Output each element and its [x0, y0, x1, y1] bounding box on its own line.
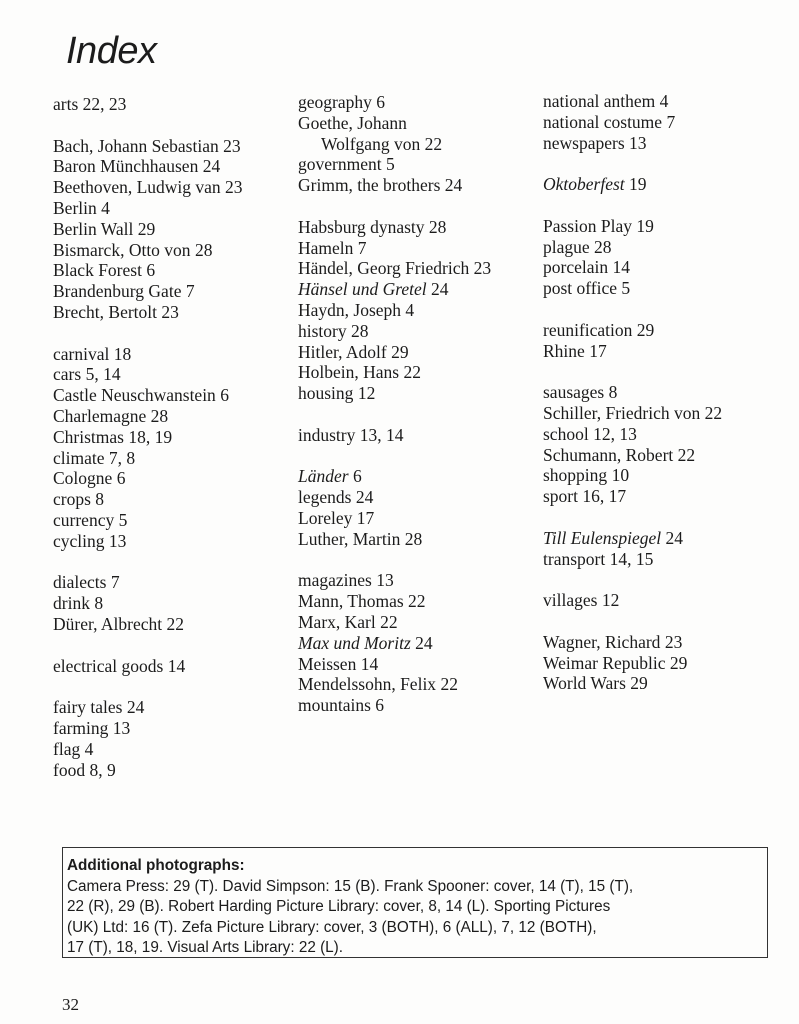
index-term: Holbein, Hans	[298, 362, 400, 383]
index-entry	[53, 156, 243, 177]
index-entry	[298, 383, 491, 404]
index-term: Hitler, Adolf	[298, 341, 387, 362]
index-column-2	[298, 92, 491, 737]
index-pages: 29	[630, 673, 648, 694]
index-entry	[298, 529, 491, 550]
index-pages: 16, 17	[582, 486, 627, 507]
index-term: Black Forest	[53, 260, 142, 281]
index-pages: 29	[669, 652, 688, 673]
index-entry	[53, 718, 243, 739]
index-pages: 23	[225, 177, 243, 198]
index-pages: 7	[185, 281, 195, 302]
index-group	[298, 217, 491, 404]
index-term: Castle Neuschwanstein	[53, 385, 216, 406]
index-pages: 24	[355, 487, 374, 508]
index-entry	[298, 92, 491, 113]
index-pages: 22	[424, 133, 443, 154]
index-pages: 19	[629, 174, 647, 195]
index-term: Habsburg dynasty	[298, 216, 425, 237]
index-pages: 7, 8	[108, 447, 136, 468]
index-pages: 28	[404, 528, 423, 549]
index-pages: 13	[629, 132, 647, 153]
index-entry	[298, 238, 491, 259]
index-entry	[298, 113, 491, 155]
index-pages: 4	[101, 197, 110, 218]
index-entry	[543, 528, 722, 549]
index-pages: 24	[444, 175, 463, 196]
index-entry	[53, 94, 243, 115]
index-entry	[53, 531, 243, 552]
index-term: World Wars	[543, 673, 626, 694]
index-term: Bismarck, Otto von	[53, 239, 191, 260]
index-term: Händel, Georg Friedrich	[298, 258, 470, 279]
index-pages: 28	[594, 236, 612, 257]
index-pages: 23	[473, 258, 492, 279]
index-term: Weimar Republic	[543, 652, 666, 673]
index-term: Schiller, Friedrich von	[543, 402, 701, 423]
index-entry	[53, 739, 243, 760]
credits-line: 22 (R), 29 (B). Robert Harding Picture Library: cover, 8, 14 (L). Sporting Pictures	[67, 898, 611, 915]
index-entry	[53, 219, 243, 240]
index-term-continuation	[298, 134, 491, 155]
index-term: Goethe, Johann	[298, 112, 407, 133]
index-entry	[53, 489, 243, 510]
index-group	[53, 344, 243, 552]
index-group	[543, 91, 722, 153]
index-term: Loreley	[298, 507, 353, 528]
index-pages: 7	[110, 572, 120, 593]
index-term: Grimm, the brothers	[298, 175, 441, 196]
index-entry	[298, 342, 491, 363]
index-pages: 28	[194, 239, 213, 260]
index-term: villages	[543, 590, 598, 611]
index-pages: 6	[116, 468, 126, 489]
index-pages: 7	[666, 111, 676, 132]
index-entry	[53, 240, 243, 261]
index-term: post office	[543, 278, 618, 299]
index-entry	[298, 591, 491, 612]
index-term: porcelain	[543, 257, 609, 278]
index-entry	[543, 632, 722, 653]
index-term: Cologne	[53, 468, 113, 489]
index-term: legends	[298, 487, 352, 508]
index-pages: 17	[356, 507, 375, 528]
index-entry	[53, 510, 243, 531]
index-term: Brandenburg Gate	[53, 281, 182, 302]
index-pages: 28	[428, 216, 447, 237]
index-term: Wagner, Richard	[543, 631, 661, 652]
index-term-continuation-text: Wolfgang von	[321, 133, 421, 154]
index-pages: 14, 15	[609, 548, 654, 569]
index-term: food	[53, 759, 86, 780]
index-term: shopping	[543, 465, 608, 486]
index-pages: 14	[612, 257, 630, 278]
index-entry	[53, 656, 243, 677]
index-pages: 24	[202, 156, 221, 177]
index-group	[543, 528, 722, 570]
index-group	[543, 320, 722, 362]
index-term: Christmas	[53, 426, 124, 447]
index-entry	[298, 175, 491, 196]
index-entry	[298, 217, 491, 238]
index-pages: 13, 14	[359, 424, 404, 445]
index-group	[543, 216, 722, 299]
index-pages: 6	[376, 92, 385, 112]
index-term: geography	[298, 92, 372, 112]
index-pages: 12	[601, 590, 620, 611]
index-term: Baron Münchhausen	[53, 156, 199, 177]
index-entry	[53, 593, 243, 614]
index-entry	[53, 385, 243, 406]
index-term: national anthem	[543, 91, 656, 111]
index-term: cars	[53, 364, 82, 385]
index-group	[53, 697, 243, 780]
index-term: newspapers	[543, 132, 625, 153]
index-pages: 7	[357, 237, 367, 258]
index-group	[543, 632, 722, 694]
index-entry	[298, 695, 491, 716]
index-term: Rhine	[543, 340, 585, 361]
index-pages: 8	[95, 489, 105, 510]
index-entry	[543, 237, 722, 258]
index-term: crops	[53, 489, 91, 510]
index-term: reunification	[543, 319, 633, 340]
index-pages: 4	[84, 738, 94, 759]
index-term: school	[543, 423, 589, 444]
index-pages: 22	[440, 674, 458, 695]
page-title: Index	[66, 30, 157, 72]
index-entry	[53, 177, 243, 198]
index-term: mountains	[298, 695, 371, 716]
index-term: Beethoven, Ludwig van	[53, 177, 221, 198]
index-entry	[53, 281, 243, 302]
index-pages: 24	[126, 697, 145, 718]
index-pages: 18	[113, 343, 132, 364]
index-pages: 23	[161, 301, 179, 322]
index-column-3	[543, 91, 722, 715]
index-pages: 14	[360, 653, 379, 674]
index-column-1	[53, 94, 243, 801]
index-term: government	[298, 154, 382, 175]
index-term: plague	[543, 236, 590, 257]
index-entry	[543, 445, 722, 466]
index-term: national costume	[543, 111, 663, 132]
credits-heading: Additional photographs:	[67, 857, 245, 874]
index-pages: 28	[150, 405, 169, 426]
index-term: transport	[543, 548, 606, 569]
index-pages: 22	[408, 591, 426, 612]
additional-photographs-box	[62, 847, 768, 958]
index-term: Brecht, Bertolt	[53, 301, 158, 322]
index-term: arts	[53, 94, 79, 114]
index-term: carnival	[53, 343, 110, 364]
index-pages: 13	[108, 530, 127, 551]
index-entry	[298, 487, 491, 508]
index-term: cycling	[53, 530, 105, 551]
index-entry	[543, 549, 722, 570]
index-entry	[543, 465, 722, 486]
index-pages: 22	[380, 611, 398, 632]
index-pages: 6	[146, 260, 156, 281]
index-term: climate	[53, 447, 105, 468]
index-term: farming	[53, 717, 109, 738]
index-term: Charlemagne	[53, 405, 147, 426]
index-group	[53, 656, 243, 677]
index-pages: 5	[118, 509, 128, 530]
index-entry	[53, 427, 243, 448]
index-group	[543, 382, 722, 507]
index-entry	[543, 590, 722, 611]
index-pages: 4	[405, 299, 415, 320]
index-term: Luther, Martin	[298, 528, 401, 549]
index-entry	[543, 216, 722, 237]
index-pages: 23	[664, 631, 683, 652]
index-term: industry	[298, 424, 356, 445]
index-entry	[543, 653, 722, 674]
index-term: housing	[298, 383, 354, 404]
index-term: flag	[53, 738, 81, 759]
index-group	[543, 590, 722, 611]
index-term: Dürer, Albrecht	[53, 613, 163, 634]
index-entry	[298, 612, 491, 633]
index-entry	[298, 321, 491, 342]
credits-line: 17 (T), 18, 19. Visual Arts Library: 22 (L).	[67, 939, 344, 956]
index-pages: 23	[223, 135, 241, 156]
index-entry	[53, 260, 243, 281]
index-group	[298, 466, 491, 549]
index-entry	[298, 425, 491, 446]
index-term: Oktoberfest	[543, 174, 625, 195]
index-pages: 5, 14	[85, 364, 121, 385]
index-pages: 12	[357, 383, 376, 404]
index-entry	[298, 633, 491, 654]
index-pages: 28	[351, 320, 369, 341]
index-entry	[53, 697, 243, 718]
index-entry	[543, 382, 722, 403]
index-entry	[543, 112, 722, 133]
index-entry	[53, 344, 243, 365]
index-entry	[543, 91, 722, 112]
index-pages: 14	[167, 655, 186, 676]
index-term: Haydn, Joseph	[298, 299, 402, 320]
index-group	[53, 572, 243, 634]
index-entry	[53, 468, 243, 489]
index-entry	[543, 320, 722, 341]
index-term: sausages	[543, 382, 605, 403]
index-entry	[53, 198, 243, 219]
index-term: Till Eulenspiegel	[543, 527, 662, 548]
index-term: Bach, Johann Sebastian	[53, 135, 219, 156]
index-term: currency	[53, 509, 115, 530]
index-group	[53, 136, 243, 323]
page-number: 32	[62, 995, 79, 1014]
index-pages: 6	[375, 695, 385, 716]
index-term: drink	[53, 593, 90, 614]
index-pages: 6	[220, 385, 229, 406]
index-term: Hameln	[298, 237, 354, 258]
index-pages: 5	[385, 154, 395, 175]
index-entry	[298, 466, 491, 487]
index-pages: 22, 23	[82, 94, 127, 114]
index-entry	[298, 154, 491, 175]
index-entry	[543, 174, 722, 195]
index-entry	[543, 278, 722, 299]
index-pages: 8	[94, 593, 104, 614]
index-term: Passion Play	[543, 215, 632, 236]
index-entry	[543, 486, 722, 507]
index-entry	[298, 279, 491, 300]
index-entry	[298, 300, 491, 321]
index-term: Max und Moritz	[298, 632, 411, 653]
index-entry	[298, 674, 491, 695]
index-entry	[543, 424, 722, 445]
index-entry	[543, 133, 722, 154]
index-entry	[543, 341, 722, 362]
index-term: dialects	[53, 572, 107, 593]
index-term: Marx, Karl	[298, 611, 376, 632]
index-term: Mendelssohn, Felix	[298, 674, 437, 695]
index-entry	[53, 302, 243, 323]
index-pages: 19	[636, 215, 654, 236]
index-pages: 8	[608, 382, 618, 403]
index-entry	[53, 614, 243, 635]
index-pages: 4	[659, 91, 669, 111]
index-entry	[53, 448, 243, 469]
index-pages: 29	[137, 218, 156, 239]
index-entry	[53, 136, 243, 157]
index-term: history	[298, 320, 347, 341]
index-pages: 8, 9	[89, 759, 116, 780]
index-pages: 13	[112, 717, 131, 738]
credits-line: (UK) Ltd: 16 (T). Zefa Picture Library: cover, 3 (BOTH), 6 (ALL), 7, 12 (BOTH),	[67, 918, 597, 936]
index-group	[298, 570, 491, 716]
index-term: electrical goods	[53, 655, 164, 676]
index-entry	[543, 257, 722, 278]
index-term: Berlin	[53, 197, 97, 218]
index-pages: 24	[415, 632, 433, 653]
index-pages: 22	[166, 613, 184, 634]
index-entry	[543, 403, 722, 424]
index-term: Schumann, Robert	[543, 444, 674, 465]
index-entry	[53, 760, 243, 781]
index-term: Hänsel und Gretel	[298, 279, 427, 300]
index-entry	[53, 572, 243, 593]
index-pages: 17	[589, 340, 607, 361]
index-entry	[53, 364, 243, 385]
index-pages: 5	[621, 278, 631, 299]
index-term: Mann, Thomas	[298, 591, 404, 612]
index-term: sport	[543, 486, 578, 507]
index-entry	[298, 508, 491, 529]
index-pages: 6	[352, 466, 362, 487]
index-pages: 29	[391, 341, 409, 362]
index-group	[53, 94, 243, 115]
index-pages: 13	[376, 570, 394, 591]
index-entry	[298, 654, 491, 675]
index-pages: 22	[677, 444, 696, 465]
index-pages: 18, 19	[128, 426, 173, 447]
index-pages: 29	[636, 319, 655, 340]
index-pages: 24	[431, 279, 449, 300]
index-group	[298, 425, 491, 446]
index-pages: 22	[403, 362, 421, 383]
index-term: Berlin Wall	[53, 218, 134, 239]
index-term: fairy tales	[53, 697, 123, 718]
index-group	[298, 92, 491, 196]
index-term: Meissen	[298, 653, 357, 674]
index-pages: 22	[704, 402, 723, 423]
index-pages: 12, 13	[593, 423, 637, 444]
index-entry	[543, 673, 722, 694]
index-entry	[298, 570, 491, 591]
index-entry	[298, 362, 491, 383]
index-term: Länder	[298, 466, 349, 487]
index-term: magazines	[298, 570, 372, 591]
index-pages: 24	[665, 527, 683, 548]
index-pages: 10	[611, 465, 630, 486]
index-group	[543, 174, 722, 195]
index-entry	[53, 406, 243, 427]
index-entry	[298, 258, 491, 279]
credits-line: Camera Press: 29 (T). David Simpson: 15 (B). Frank Spooner: cover, 14 (T), 15 (T),	[67, 877, 634, 895]
